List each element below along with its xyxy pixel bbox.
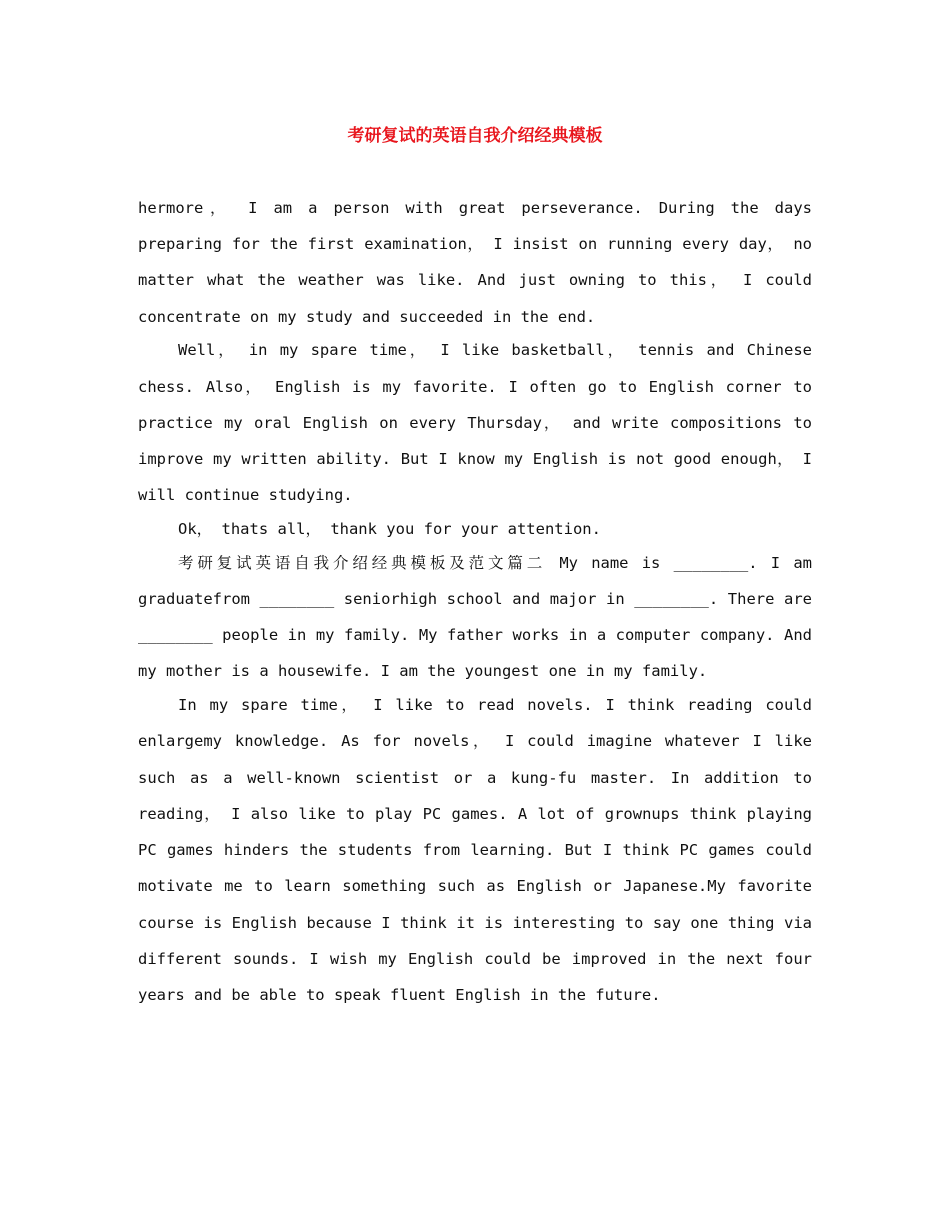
paragraph-template-two: 考研复试英语自我介绍经典模板及范文篇二 My name is ________. I am graduatefrom ________ seniorhigh school and major in ________. There are ________ people in my family. My father works in a computer company. And my mother is a housewife. I am the youngest one in my family.	[138, 553, 812, 681]
document-title: 考研复试的英语自我介绍经典模板	[347, 126, 603, 146]
document-body	[138, 190, 812, 1013]
paragraph-hobbies: Well， in my spare time， I like basketball， tennis and Chinese chess. Also， English is my favorite. I often go to English corner to practice my oral English on every Thursday， and write compositions to improve my written ability. But I know my English is not good enough， I will continue studying.	[138, 341, 812, 505]
paragraph-continuation: hermore， I am a person with great perseverance. During the days preparing for the first examination， I insist on running every day， no matter what the weather was like. And just owning to this， I could concentrate on my study and succeeded in the end.	[138, 199, 812, 326]
paragraph-closing: Ok， thats all， thank you for your attention.	[178, 520, 601, 539]
paragraph-spare-time: In my spare time， I like to read novels. I think reading could enlargemy knowledge. As for novels， I could imagine whatever I like such as a well-known scientist or a kung-fu master. In addition to reading， I also like to play PC games. A lot of grownups think playing PC games hinders the students from learning. But I think PC games could motivate me to learn something such as English or Japanese.My favorite course is English because I think it is interesting to say one thing via different sounds. I wish my English could be improved in the next four years and be able to speak fluent English in the future.	[138, 696, 812, 1004]
